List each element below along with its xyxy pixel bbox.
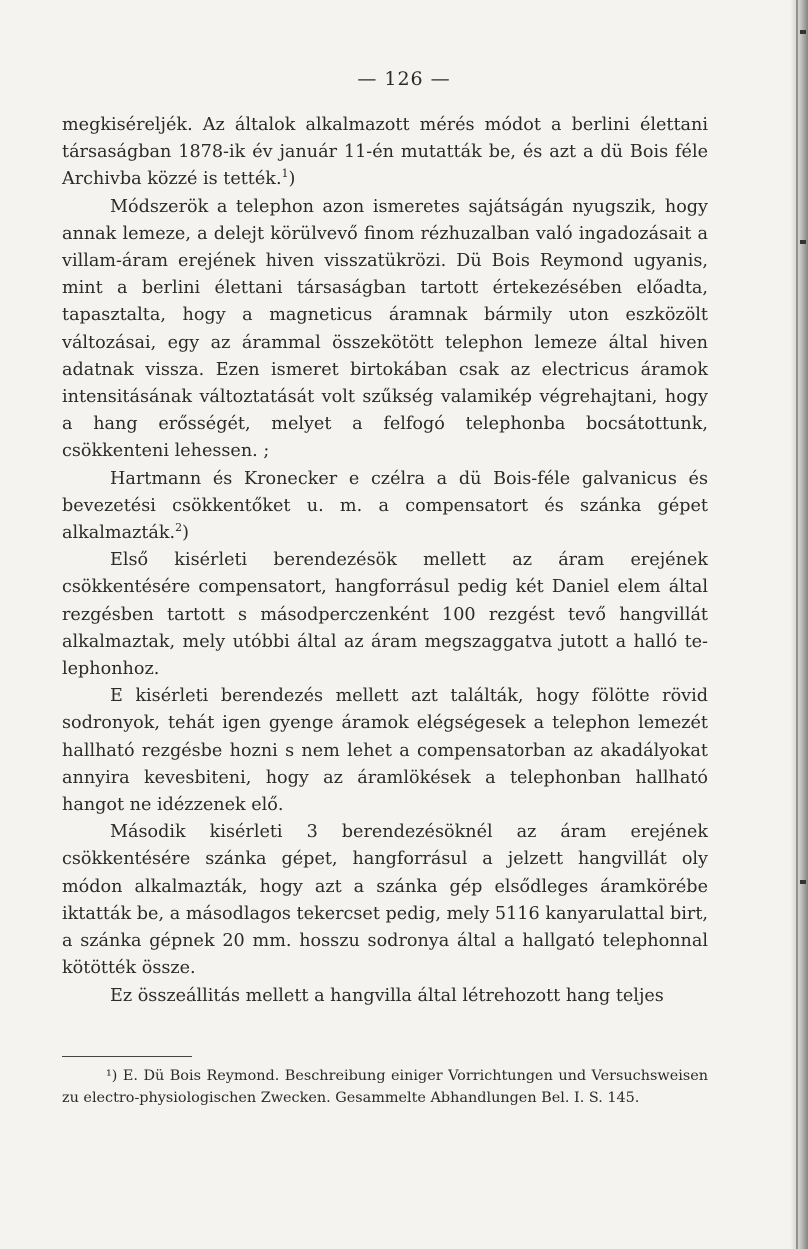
body-text — [62, 112, 708, 1010]
footnote-ref: 1 — [281, 167, 289, 181]
paragraph-text: E kisérleti berendezés mellett azt találták, hogy fölötte rövid sodronyok, tehát igen gyenge áramok elégségesek a telephon lemezét hallható rezgésbe hozni s nem lehet a compensatorban az akadályokat annyira kevesbiteni, hogy az áramlökések a telephonban hallható hangot ne idézzenek elő. — [62, 686, 708, 816]
paragraph-1 — [62, 112, 708, 194]
footnote-ref-close: ) — [288, 169, 296, 190]
paragraph-7 — [62, 983, 708, 1010]
paragraph-5 — [62, 683, 708, 819]
paragraph-text: Hartmann és Kronecker e czélra a dü Bois-féle galvanicus és bevezetési csökkentőket u. m. a compensatort és szánka gépet alkalmazták. — [62, 468, 708, 544]
footnote-text: E. Dü Bois Reymond. Beschreibung einiger Vorrichtungen und Versuchsweisen zu electro-physiologischen Zwecken. Gesammelte Abhandlungen Bel. I. S. 145. — [62, 1068, 708, 1106]
paragraph-4 — [62, 547, 708, 683]
page-edge-shadow — [790, 0, 808, 1249]
page-edge-line — [796, 0, 798, 1249]
footnote-ref-close: ) — [182, 523, 190, 544]
footnote-mark: ¹) — [106, 1068, 118, 1084]
footnote-divider — [62, 1056, 192, 1057]
paragraph-3 — [62, 466, 708, 548]
edge-mark — [800, 30, 806, 34]
footnote — [62, 1066, 708, 1109]
paragraph-text: megkiséreljék. Az általok alkalmazott mérés módot a berlini élettani társaságban 1878-ik év január 11-én mutatták be, és azt a dü Bois féle Archivba közzé is tették. — [62, 115, 708, 190]
edge-mark — [800, 240, 806, 244]
paragraph-2 — [62, 194, 708, 466]
paragraph-6 — [62, 819, 708, 982]
footnote-ref: 2 — [175, 521, 183, 535]
edge-mark — [800, 880, 806, 884]
paragraph-text: Második kisérleti 3 berendezésöknél az áram erejének csökkentésére szánka gépet, hangforrásul a jelzett hangvillát oly módon alkalmazták, hogy azt a szánka gép elsődleges áramkörébe iktatták be, a másodlagos tekercset pedig, mely 5116 kanyarulattal birt, a szánka gépnek 20 mm. hosszu sodronya által a hallgató telephonnal kötötték össze. — [62, 822, 708, 979]
page-number-header: — 126 — — [357, 68, 451, 90]
paragraph-text: Módszerök a telephon azon ismeretes sajátságán nyugszik, hogy annak lemeze, a delejt körülvevő finom rézhuzalban való ingadozásait a villam-áram erejének hiven visszatükrözi. Dü Bois Reymond ugyanis, mint a berlini élettani társaságban tartott értekezésében előadta, tapasztalta, hogy a magneticus áramnak bármily uton eszközölt változásai, egy az árammal összekötött telephon lemeze által hiven adatnak vissza. Ezen ismeret birtokában csak az electricus áramok intensitásának változtatását volt szűkség valamikép végrehajtani, hogy a hang erősségét, melyet a felfogó telephonba bocsátottunk, csökkenteni lehessen. ; — [62, 196, 708, 462]
paragraph-text: Első kisérleti berendezésök mellett az áram erejének csökkentésére compensatort, hangforrásul pedig két Daniel elem által rezgésben tartott s másodperczenként 100 rezgést tevő hangvillát alkalmaztak, mely utóbbi által az áram megszaggatva jutott a halló te-lephonhoz. — [62, 550, 708, 680]
paragraph-text: Ez összeállitás mellett a hangvilla által létrehozott hang teljes — [110, 985, 664, 1006]
